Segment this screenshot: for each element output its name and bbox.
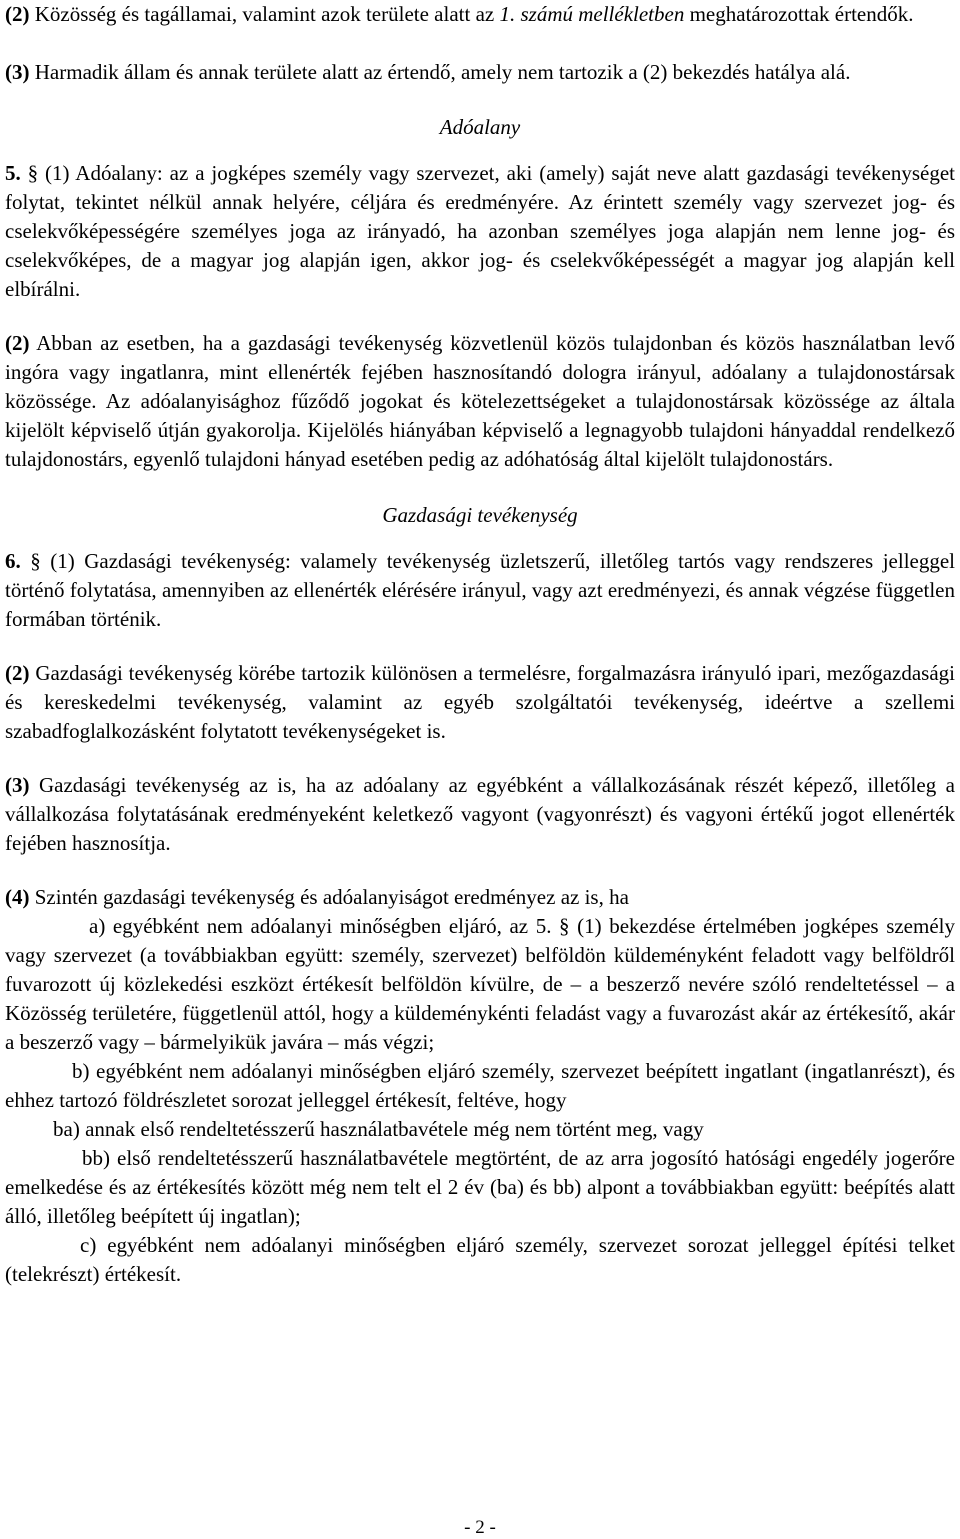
paragraph-text: Szintén gazdasági tevékenység és adóalanyiságot eredményez az is, ha — [29, 885, 629, 909]
section-heading-gazdasagi: Gazdasági tevékenység — [382, 503, 578, 527]
list-item-a: a) egyébként nem adóalanyi minőségben eljáró, az 5. § (1) bekezdése értelmében jogképes személy vagy szervezet (a továbbiakban együtt: személy, szervezet) belföldön küldeményként feladott vagy belföldről fuvarozott új közlekedési eszközt értékesít belföldön kívülre, de – a beszerző nevére szóló rendeltetéssel – a Közösség területére, függetlenül attól, hogy a küldeménykénti feladást vagy a fuvarozást akár az értékesítő, akár a beszerző vagy – bármelyikük javára – más végzi; — [5, 914, 955, 1054]
paragraph-text: Közösség és tagállamai, valamint azok területe alatt az — [29, 2, 500, 26]
paragraph-3 — [5, 58, 955, 87]
section-6-paragraph-1 — [5, 547, 955, 634]
list-item-c: c) egyébként nem adóalanyi minőségben eljáró személy, szervezet sorozat jelleggel építési telket (telekrészt) értékesít. — [5, 1233, 955, 1286]
paragraph-text: (1) Gazdasági tevékenység: valamely tevékenység üzletszerű, illetőleg tartós vagy rendszeres jelleggel történő folytatása, amennyiben az ellenérték elérésére irányul, vagy azt eredményezi, és annak végzése független formában történik. — [5, 549, 956, 631]
list-item-ba: ba) annak első rendeltetésszerű használatbavétele még nem történt meg, vagy — [53, 1117, 704, 1141]
section-5-paragraph-2 — [5, 329, 955, 474]
section-6-paragraph-3 — [5, 771, 955, 858]
annex-reference: 1. számú mellékletben — [499, 2, 685, 26]
section-heading-adoalany: Adóalany — [439, 115, 521, 139]
list-item-bb: bb) első rendeltetésszerű használatbavétele megtörtént, de az arra jogosító hatósági engedély jogerőre emelkedése és az értékesítés között még nem telt el 2 év (ba) és bb) alpont a továbbiakban együtt: beépítés alatt álló, illetőleg beépített új ingatlan); — [5, 1146, 955, 1228]
paragraph-text: Abban az esetben, ha a gazdasági tevékenység közvetlenül közös tulajdonban és közös használatban levő ingóra vagy ingatlanra, mint ellenérték fejében hasznosítandó dologra irányul, adóalany a tulajdonostársak közössége. Az adóalanyisághoz fűződő jogokat és kötelezettségeket a tulajdonostársak közössége az általa kijelölt képviselő útján gyakorolja. Kijelölés hiányában képviselő a legnagyobb tulajdoni hányaddal rendelkező tulajdonostárs, egyenlő tulajdoni hányad esetében pedig az adóhatóság által kijelölt tulajdonostárs. — [5, 331, 955, 471]
paragraph-number: (2) — [5, 661, 30, 685]
section-sign: § — [27, 161, 39, 185]
paragraph-number: (3) — [5, 773, 30, 797]
document-page — [5, 0, 955, 1289]
paragraph-text: meghatározottak értendők. — [684, 2, 914, 26]
section-number: 6. — [5, 549, 21, 573]
paragraph-number: (4) — [5, 885, 30, 909]
page-number: - 2 - — [464, 1517, 496, 1538]
section-5-paragraph-1 — [5, 159, 955, 304]
paragraph-text: Gazdasági tevékenység körébe tartozik különösen a termelésre, forgalmazásra irányuló ipari, mezőgazdasági és kereskedelmi tevékenység, valamint az egyéb szolgáltatói tevékenység, ideértve a szellemi szabadfoglalkozásként folytatott tevékenységeket is. — [5, 661, 955, 743]
section-sign: § — [30, 549, 41, 573]
paragraph-number: (3) — [5, 60, 30, 84]
section-number: 5. — [5, 161, 21, 185]
paragraph-number: (2) — [5, 331, 30, 355]
paragraph-2 — [5, 0, 955, 29]
section-6-paragraph-4 — [5, 883, 955, 912]
paragraph-text: (1) Adóalany: az a jogképes személy vagy szervezet, aki (amely) saját neve alatt gazdasági tevékenységet folytat, tekintet nélkül annak helyére, céljára és eredményére. Az érintett személy vagy szervezet jog- és cselekvőképességére személyes joga az irányadó, ha azonban személyes joga alapján nem lenne jog- és cselekvőképes, de a magyar jog alapján igen, akkor jog- és cselekvőképességét a magyar jog alapján kell elbírálni. — [5, 161, 955, 301]
paragraph-text: Harmadik állam és annak területe alatt az értendő, amely nem tartozik a (2) bekezdés hatálya alá. — [29, 60, 851, 84]
section-6-paragraph-2 — [5, 659, 955, 746]
list-item-b: b) egyébként nem adóalanyi minőségben eljáró személy, szervezet beépített ingatlant (ingatlanrészt), és ehhez tartozó földrészletet sorozat jelleggel értékesít, feltéve, hogy — [5, 1059, 955, 1112]
paragraph-text: Gazdasági tevékenység az is, ha az adóalany az egyébként a vállalkozásának részét képező, illetőleg a vállalkozása folytatásának eredményeként keletkező vagyont (vagyonrészt) és vagyoni értékű jogot ellenérték fejében hasznosítja. — [5, 773, 955, 855]
paragraph-number: (2) — [5, 2, 30, 26]
